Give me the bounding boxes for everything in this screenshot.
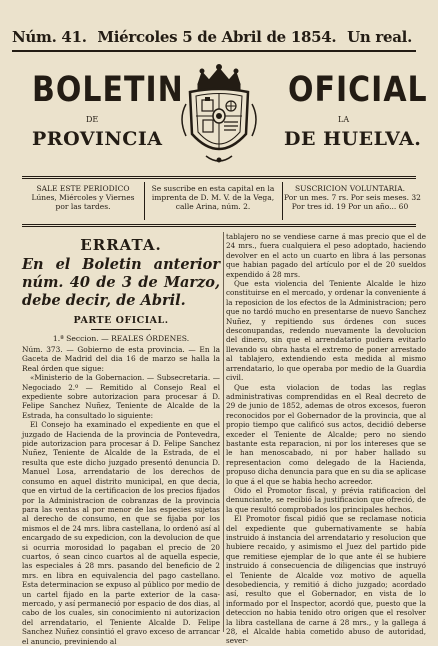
- royal-coat-of-arms-icon: [176, 64, 262, 168]
- info-divider: [144, 182, 145, 220]
- word-de: DE: [86, 115, 99, 124]
- subscription-location: [146, 184, 280, 211]
- body-paragraph: «Ministerio de la Gobernacion. — Subsecretaria. — Negociado 2.º — Remitido al Consejo Real el expediente sobre autorizacion para procesar á D. Felipe Sanchez Nuñez, Teniente de Alcalde de la Estrada, ha consultado lo siguiente:: [22, 373, 220, 420]
- masthead-rule: [12, 50, 416, 52]
- body-paragraph: tablajero no se vendiese carne á mas precio que el de 24 mrs., fuera cualquiera el peso adoptado, haciendo devolver en el acto un cuarto en libra á las personas que habian pagado del artículo por el de 20 sueldos expendido á 28 mrs.: [226, 232, 426, 279]
- price-line: Por un mes. 7 rs. Por seis meses. 32: [284, 193, 421, 202]
- price-line: SUSCRICION VOLUNTARIA.: [294, 184, 406, 193]
- errata-body: En el Boletin anterior núm. 40 de 3 de Marzo, debe decir, de Abril.: [22, 256, 220, 309]
- column-separator: [223, 232, 224, 632]
- issue-price: Un real.: [347, 28, 412, 46]
- location-line: imprenta de D. M. V. de la Vega,: [151, 193, 275, 202]
- body-paragraph: Que esta violencia del Teniente Alcalde le hizo constituirse en el mercado, y ordenar la conveniente á la reposicion de los efectos de la Administracion; pero que no tardó mucho en presentarse de nuevo Sanchez Nuñez, y repitiendo sus órdenes con suces desconupandas, redendo nuevamente la devolucion del dinero, sin que el arrendatario pudiera evitarlo llevando su obra hasta el extremo de poner arrestado al tablajero, extendiendo esta medida al mismo arrendatario, lo que operaba por medio de la Guardia civil.: [226, 279, 426, 383]
- title-boletin: BOLETIN: [32, 70, 184, 111]
- right-column: [226, 232, 426, 646]
- body-paragraph: El Promotor fiscal pidió que se reclamase noticia del expediente que gubernativamente se había instruido á instancia del arrendatario y resolucion que hubiere recaido, y asimismo el Juez del partido pide que remitiese ejemplar de lo que ante él se hubiere instruido á consecuencia de diligencias que instruyó el Teniente de Alcalde voz motivo de aquella desobediencia, y remitió á dicho juzgado; acordado así, resulto que el Gobernador, en vista de lo informado por el Inspector, acordó que, puesto que la deteccion no habia tenido otro origen que el resolver la libra castellana de carne á 28 mrs., y la gallega á 28, el Alcalde habia cometido abuso de autoridad, sever-: [226, 514, 426, 646]
- location-line: Se suscribe en esta capital en la: [151, 184, 275, 193]
- masthead-top-line: [12, 28, 412, 46]
- order-number-line: Núm. 373. — Gobierno de esta provincia. — En la Gaceta de Madrid del dia 16 de marzo se halla la Real órden que sigue:: [22, 345, 220, 373]
- title-de-huelva: DE HUELVA.: [284, 128, 422, 150]
- section-heading: PARTE OFICIAL.: [73, 315, 169, 326]
- schedule-line: SALE ESTE PERIODICO: [36, 184, 130, 193]
- body-paragraph: Que esta violacion de todas las reglas administrativas comprendidas en el Real decreto de 29 de junio de 1852, ademas de otros excesos, fueron reconocidos por el Gobernador de la provincia, que al propio tiempo que calificó sus actos, decidió deberse exceder el Teniente de Alcalde; pero no siendo bastante esta reparacion, ni por los intereses que se le han menoscabado, ni por haber hallado su representacion como delegado de la Hacienda, propuso dicha denuncia para que en su dia se aplicase lo que á el que se habia hecho acreedor.: [226, 382, 426, 486]
- info-divider: [282, 182, 283, 220]
- price-line: Por tres id. 19 Por un año... 60: [291, 202, 409, 211]
- word-la: LA: [338, 115, 350, 124]
- section-rule: [91, 329, 151, 330]
- errata-title: ERRATA.: [80, 236, 162, 254]
- section-subheading: 1.ª Seccion. — REALES ÓRDENES.: [52, 334, 190, 343]
- schedule-line: Lúnes, Miércoles y Viernes: [31, 193, 135, 202]
- title-provincia: PROVINCIA: [32, 128, 163, 150]
- title-oficial: OFICIAL: [288, 70, 428, 111]
- body-paragraph: El Consejo ha examinado el expediente en que el juzgado de Hacienda de la provincia de Pontevedra, pide autorizacion para procesar á D. Felipe Sanchez Nuñez, Teniente de Alcalde de la Estrada, de el resulta que este dicho juzgado presentó denuncia D. Manuel Losa, arrendatario de los derechos de consumo en aquel distrito municipal, en que decia, que en virtud de la certificacion de los precios fijados por la Administracion de cobranzas de la provincia para las ventas al por menor de las especies sujetas al derecho de consumo, en que se fijaba por los mismos el de 24 mrs. libra castellana, lo ordenó así al encargado de su expedicion, con la devolucion de que si ocurria morosidad lo pagaban el precio de 20 cuartos, ó sean cinco cuartos al de aquella especie, las especiales á 28 mrs. pasando del beneficio de 2 mrs. en libra en equivalencia del pago castellano. Esta determinacion se expuso al público por medio de un cartel fijado en la parte exterior de la casa-mercado, y así permaneció por espacio de dos dias, al cabo de los cuales, sin conocimiento ni autorizacion del arrendatario, el Teniente Alcalde D. Felipe Sanchez Nuñez consintió el gravo exceso de arrancar el anuncio, previniendo al: [22, 420, 220, 646]
- left-column: [22, 232, 220, 646]
- publication-schedule: [24, 184, 142, 211]
- location-line: calle Arina, núm. 2.: [175, 202, 251, 211]
- subscription-prices: [284, 184, 421, 211]
- body-paragraph: Oido el Promotor fiscal, y prévia ratificacion del denunciante, se recibió la justificacion que ofreció, de la que resultó comprobados los principales hechos.: [226, 485, 426, 514]
- issue-number: Núm. 41.: [12, 28, 87, 46]
- subscription-info-box: [22, 176, 421, 227]
- issue-date: Miércoles 5 de Abril de 1854.: [97, 28, 337, 46]
- schedule-line: por las tardes.: [55, 202, 111, 211]
